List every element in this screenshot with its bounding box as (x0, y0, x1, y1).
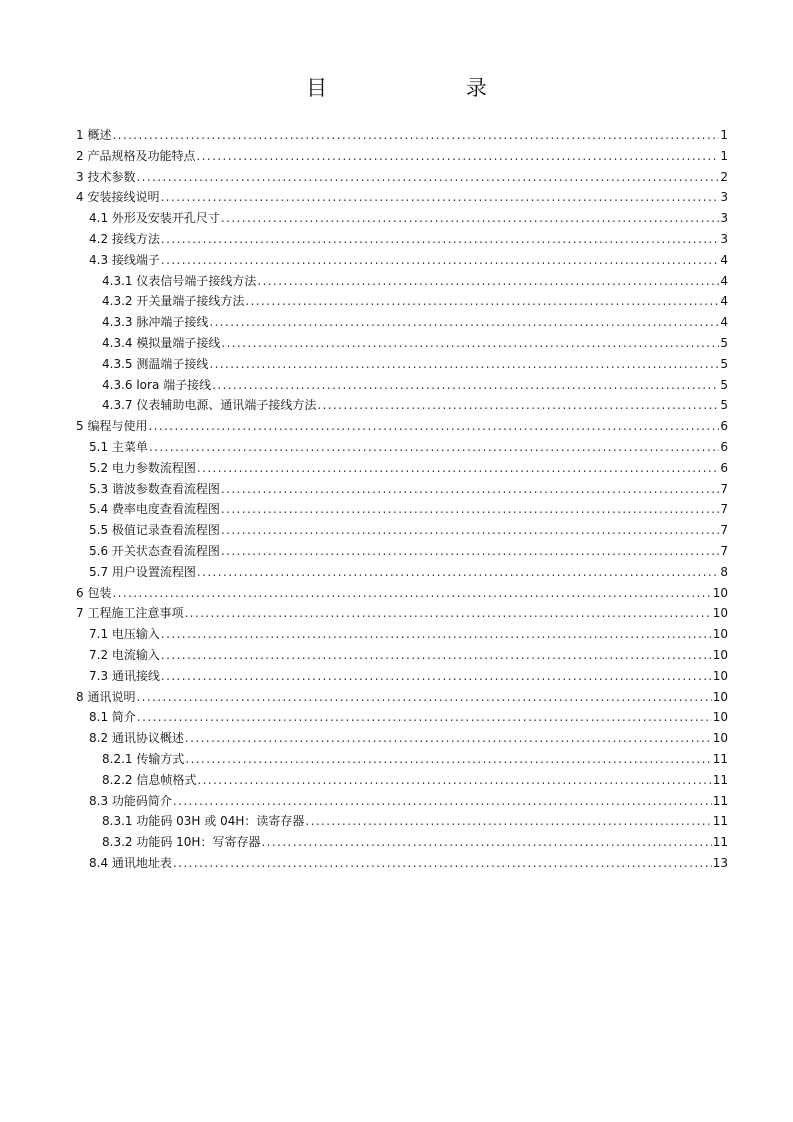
toc-dot-leader (161, 624, 712, 645)
toc-entry-page-number: 5 (720, 398, 728, 413)
toc-entry-title: 8.3 功能码简介 (89, 793, 172, 808)
toc-entry-title: 5.7 用户设置流程图 (89, 564, 196, 579)
toc-entry-page-number: 4 (720, 315, 728, 330)
toc-dot-leader (245, 291, 719, 312)
toc-entry[interactable] (76, 229, 728, 250)
toc-entry-title: 7.3 通讯接线 (89, 668, 160, 683)
toc-dot-leader (173, 853, 712, 874)
toc-entry[interactable] (76, 250, 728, 271)
toc-entry-page-number: 6 (720, 439, 728, 454)
toc-dot-leader (136, 167, 719, 188)
toc-dot-leader (197, 562, 719, 583)
toc-entry-page-number: 7 (720, 481, 728, 496)
toc-dot-leader (112, 125, 719, 146)
toc-entry[interactable] (76, 811, 728, 832)
toc-dot-leader (317, 395, 719, 416)
toc-entry-page-number: 10 (712, 668, 728, 683)
toc-entry-page-number: 10 (712, 627, 728, 642)
toc-entry-page-number: 4 (720, 252, 728, 267)
toc-entry-title: 4.3 接线端子 (89, 252, 160, 267)
toc-entry[interactable] (76, 541, 728, 562)
toc-entry-title: 5.1 主菜单 (89, 439, 148, 454)
toc-dot-leader (305, 811, 711, 832)
toc-entry[interactable] (76, 770, 728, 791)
toc-entry-title: 4.2 接线方法 (89, 231, 160, 246)
toc-entry-page-number: 10 (712, 647, 728, 662)
toc-entry-page-number: 4 (720, 273, 728, 288)
toc-dot-leader (161, 645, 712, 666)
toc-entry-page-number: 10 (712, 731, 728, 746)
toc-dot-leader (221, 333, 719, 354)
toc-dot-leader (184, 603, 711, 624)
toc-dot-leader (136, 687, 711, 708)
toc-dot-leader (197, 770, 711, 791)
toc-entry-title: 4.3.6 lora 端子接线 (102, 377, 212, 392)
toc-entry-page-number: 1 (720, 148, 728, 163)
toc-entry-page-number: 7 (720, 523, 728, 538)
toc-entry-title: 5.5 极值记录查看流程图 (89, 523, 220, 538)
toc-entry-title: 7 工程施工注意事项 (76, 606, 184, 621)
toc-dot-leader (212, 375, 719, 396)
toc-dot-leader (209, 354, 719, 375)
toc-entry[interactable] (76, 583, 728, 604)
toc-dot-leader (137, 707, 712, 728)
toc-entry-title: 7.1 电压输入 (89, 627, 160, 642)
toc-entry-title: 4.3.3 脉冲端子接线 (102, 315, 209, 330)
toc-entry-page-number: 3 (720, 190, 728, 205)
toc-entry-title: 8.3.2 功能码 10H：写寄存器 (102, 835, 261, 850)
toc-entry[interactable] (76, 395, 728, 416)
toc-entry-page-number: 5 (720, 356, 728, 371)
toc-entry[interactable] (76, 645, 728, 666)
toc-entry[interactable] (76, 520, 728, 541)
toc-entry-page-number: 7 (720, 543, 728, 558)
toc-dot-leader (221, 520, 719, 541)
toc-entry-page-number: 1 (720, 128, 728, 142)
page-title: 目 录 (306, 76, 553, 100)
toc-entry-title: 4.3.1 仪表信号端子接线方法 (102, 273, 257, 288)
toc-entry-title: 8.1 简介 (89, 710, 136, 725)
toc-entry[interactable] (76, 832, 728, 853)
toc-entry[interactable] (76, 728, 728, 749)
toc-entry-page-number: 11 (712, 835, 728, 850)
toc-dot-leader (221, 541, 719, 562)
toc-entry[interactable] (76, 791, 728, 812)
toc-entry[interactable] (76, 416, 728, 437)
toc-dot-leader (173, 791, 712, 812)
toc-entry[interactable] (76, 603, 728, 624)
toc-entry[interactable] (76, 312, 728, 333)
toc-entry-title: 5.4 费率电度查看流程图 (89, 502, 220, 517)
toc-entry-title: 4.3.4 模拟量端子接线 (102, 335, 221, 350)
toc-entry[interactable] (76, 354, 728, 375)
toc-entry-title: 3 技术参数 (76, 169, 136, 184)
toc-entry[interactable] (76, 562, 728, 583)
toc-entry-title: 2 产品规格及功能特点 (76, 148, 196, 163)
toc-dot-leader (148, 416, 719, 437)
toc-entry-title: 4.3.5 测温端子接线 (102, 356, 209, 371)
toc-entry-page-number: 11 (712, 814, 728, 829)
toc-entry-page-number: 6 (720, 419, 728, 434)
toc-dot-leader (257, 271, 719, 292)
toc-entry[interactable] (76, 458, 728, 479)
toc-entry-page-number: 4 (720, 294, 728, 309)
toc-entry-page-number: 13 (712, 855, 728, 870)
toc-entry[interactable] (76, 333, 728, 354)
toc-dot-leader (160, 187, 719, 208)
toc-entry-page-number: 3 (720, 231, 728, 246)
toc-entry[interactable] (76, 624, 728, 645)
toc-entry-title: 6 包装 (76, 585, 112, 600)
toc-dot-leader (221, 208, 719, 229)
toc-dot-leader (149, 437, 719, 458)
toc-dot-leader (196, 146, 719, 167)
toc-entry-page-number: 10 (712, 585, 728, 600)
toc-entry-title: 5.2 电力参数流程图 (89, 460, 196, 475)
toc-dot-leader (221, 479, 719, 500)
toc-entry-title: 4 安装接线说明 (76, 190, 160, 205)
table-of-contents (76, 125, 728, 874)
toc-entry[interactable] (76, 687, 728, 708)
toc-entry[interactable] (76, 271, 728, 292)
toc-entry[interactable] (76, 208, 728, 229)
toc-entry-page-number: 3 (720, 211, 728, 226)
toc-entry[interactable] (76, 187, 728, 208)
toc-entry-page-number: 7 (720, 502, 728, 517)
toc-entry[interactable] (76, 749, 728, 770)
toc-entry[interactable] (76, 125, 728, 146)
toc-entry[interactable] (76, 291, 728, 312)
toc-entry-title: 4.3.2 开关量端子接线方法 (102, 294, 245, 309)
toc-entry-page-number: 8 (720, 564, 728, 579)
toc-entry[interactable] (76, 479, 728, 500)
toc-entry-page-number: 6 (720, 460, 728, 475)
toc-entry[interactable] (76, 146, 728, 167)
toc-dot-leader (112, 583, 711, 604)
toc-entry-title: 8.4 通讯地址表 (89, 855, 172, 870)
toc-dot-leader (261, 832, 711, 853)
toc-entry-title: 1 概述 (76, 128, 112, 142)
toc-entry[interactable] (76, 375, 728, 396)
toc-dot-leader (197, 458, 719, 479)
toc-entry-page-number: 5 (720, 377, 728, 392)
toc-entry-page-number: 2 (720, 169, 728, 184)
toc-entry-page-number: 5 (720, 335, 728, 350)
toc-entry[interactable] (76, 853, 728, 874)
toc-dot-leader (221, 499, 719, 520)
toc-entry[interactable] (76, 167, 728, 188)
toc-entry[interactable] (76, 437, 728, 458)
toc-entry-page-number: 10 (712, 710, 728, 725)
toc-entry-title: 8.2 通讯协议概述 (89, 731, 184, 746)
toc-entry-title: 8.2.2 信息帧格式 (102, 772, 197, 787)
toc-entry-title: 8 通讯说明 (76, 689, 136, 704)
toc-entry-title: 5.3 谐波参数查看流程图 (89, 481, 220, 496)
toc-entry-page-number: 10 (712, 689, 728, 704)
toc-entry[interactable] (76, 666, 728, 687)
toc-dot-leader (161, 229, 719, 250)
toc-entry-title: 4.1 外形及安装开孔尺寸 (89, 211, 220, 226)
toc-entry-page-number: 11 (712, 751, 728, 766)
toc-entry-title: 5.6 开关状态查看流程图 (89, 543, 220, 558)
toc-dot-leader (161, 250, 719, 271)
toc-entry-title: 4.3.7 仪表辅助电源、通讯端子接线方法 (102, 398, 317, 413)
toc-entry-title: 8.3.1 功能码 03H 或 04H：读寄存器 (102, 814, 305, 829)
toc-entry-page-number: 10 (712, 606, 728, 621)
toc-dot-leader (209, 312, 719, 333)
toc-entry[interactable] (76, 499, 728, 520)
toc-entry-title: 5 编程与使用 (76, 419, 148, 434)
toc-dot-leader (185, 728, 712, 749)
toc-entry-title: 8.2.1 传输方式 (102, 751, 185, 766)
toc-entry-page-number: 11 (712, 772, 728, 787)
toc-entry[interactable] (76, 707, 728, 728)
toc-dot-leader (161, 666, 712, 687)
toc-entry-page-number: 11 (712, 793, 728, 808)
toc-dot-leader (185, 749, 711, 770)
toc-entry-title: 7.2 电流输入 (89, 647, 160, 662)
